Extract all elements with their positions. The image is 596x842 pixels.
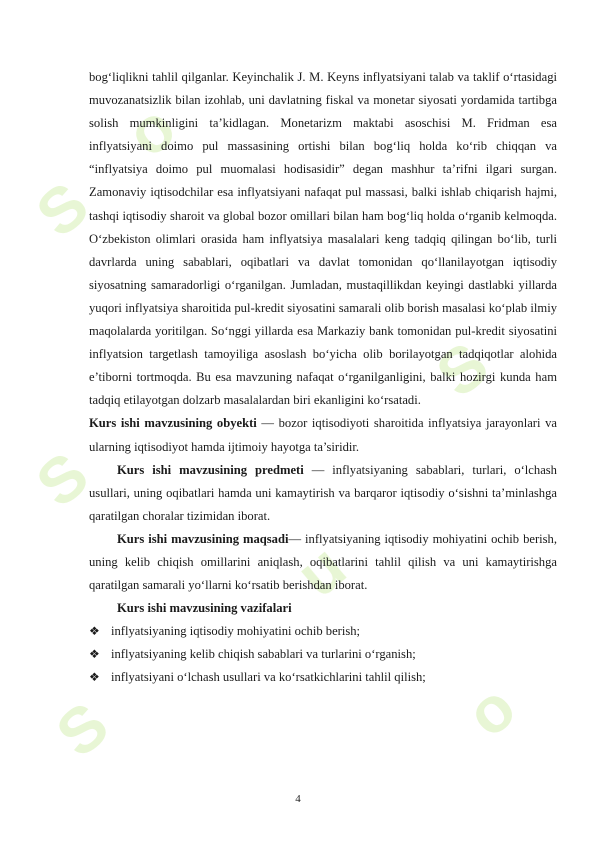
goal-label: Kurs ishi mavzusining maqsadi — [117, 531, 289, 546]
tasks-list — [89, 620, 557, 689]
task-text: inflyatsiyaning iqtisodiy mohiyatini ochib berish; — [111, 624, 361, 639]
task-text: inflyatsiyaning kelib chiqish sabablari va turlarini o‘rganish; — [111, 647, 416, 662]
document-body — [89, 66, 557, 690]
svg-text:o: o — [452, 670, 529, 751]
svg-text:S: S — [22, 168, 102, 251]
tasks-heading: Kurs ishi mavzusining vazifalari — [117, 601, 292, 616]
diamond-bullet-icon: ❖ — [89, 624, 100, 639]
svg-text:o: o — [112, 90, 189, 171]
object-label: Kurs ishi mavzusining obyekti — [89, 416, 257, 431]
subject-text: — inflyatsiyaning sabablari, turlari, o‘lchash usullari, uning oqibatlari hamda uni kamaytirish va barqaror iqtisodiy o‘sishni ta’minlashga qaratilgan choralar tizimidan iborat. — [89, 462, 557, 523]
goal-text: — inflyatsiyaning iqtisodiy mohiyatini ochib berish, uning kelib chiqish omillarini aniqlash, oqibatlarini tahlil qilish va uni kamaytirishga qaratilgan samarali yo‘llarni ko‘rsatib berishdan iborat. — [89, 531, 557, 593]
subject-paragraph — [89, 459, 557, 528]
diamond-bullet-icon: ❖ — [89, 647, 100, 662]
object-paragraph — [89, 412, 557, 458]
svg-text:u: u — [282, 530, 359, 611]
diamond-bullet-icon: ❖ — [89, 670, 100, 685]
svg-text:S: S — [42, 688, 122, 771]
intro-paragraph: bog‘liqlikni tahlil qilganlar. Keyinchalik J. M. Keyns inflyatsiyani talab va taklif o‘rtasidagi muvozanatsizlik bilan izohlab, uni davlatning fiskal va monetar siyosati yordamida tartibga solish mumkinligini ta’kidlagan. Monetarizm maktabi asoschisi M. Fridman esa inflyatsiyani doimo pul massasining ortishi bilan bog‘liq holda ko‘rib chiqqan va “inflyatsiya doimo pul muomalasi hodisasidir” degan mashhur ta’rifni ilgari surgan. Zamonaviy iqtisodchilar esa inflyatsiyani nafaqat pul massasi, balki ishlab chiqarish hajmi, tashqi iqtisodiy sharoit va global bozor omillari bilan ham bog‘liq holda o‘rganib kelmoqda. O‘zbekiston olimlari orasida ham inflyatsiya masalalari keng tadqiq qilingan bo‘lib, turli davrlarda uning sabablari, oqibatlari va davlat tomonidan qo‘llanilayotgan iqtisodiy siyosatning samaradorligi o‘rganilgan. Jumladan, mustaqillikdan keyingi dastlabki yillarda yuqori inflyatsiya sharoitida pul-kredit siyosatini samarali olib borish masalasi ko‘plab ilmiy maqolalarda yoritilgan. So‘nggi yillarda esa Markaziy bank tomonidan pul-kredit siyosatini inflyatsion targetlash tamoyiliga asoslash bo‘yicha olib borilayotgan tadqiqotlar alohida e’tiborni tortmoqda. Bu esa mavzuning nafaqat o‘rganilganligini, balki hozirgi kunda ham tadqiq etilayotgan dolzarb masalalardan biri ekanligini ko‘rsatadi. — [89, 70, 557, 408]
svg-text:S: S — [22, 438, 102, 521]
list-item — [89, 643, 557, 666]
list-item — [89, 620, 557, 643]
goal-paragraph — [89, 528, 557, 597]
list-item — [89, 666, 557, 689]
task-text: inflyatsiyani o‘lchash usullari va ko‘rsatkichlarini tahlil qilish; — [111, 670, 426, 685]
page-number: 4 — [295, 793, 301, 805]
subject-label: Kurs ishi mavzusining predmeti — [117, 462, 304, 477]
object-text: — bozor iqtisodiyoti sharoitida inflyatsiya jarayonlari va ularning iqtisodiyot hamda ijtimoiy hayotga ta’siridir. — [89, 416, 558, 454]
svg-text:S: S — [422, 328, 502, 411]
